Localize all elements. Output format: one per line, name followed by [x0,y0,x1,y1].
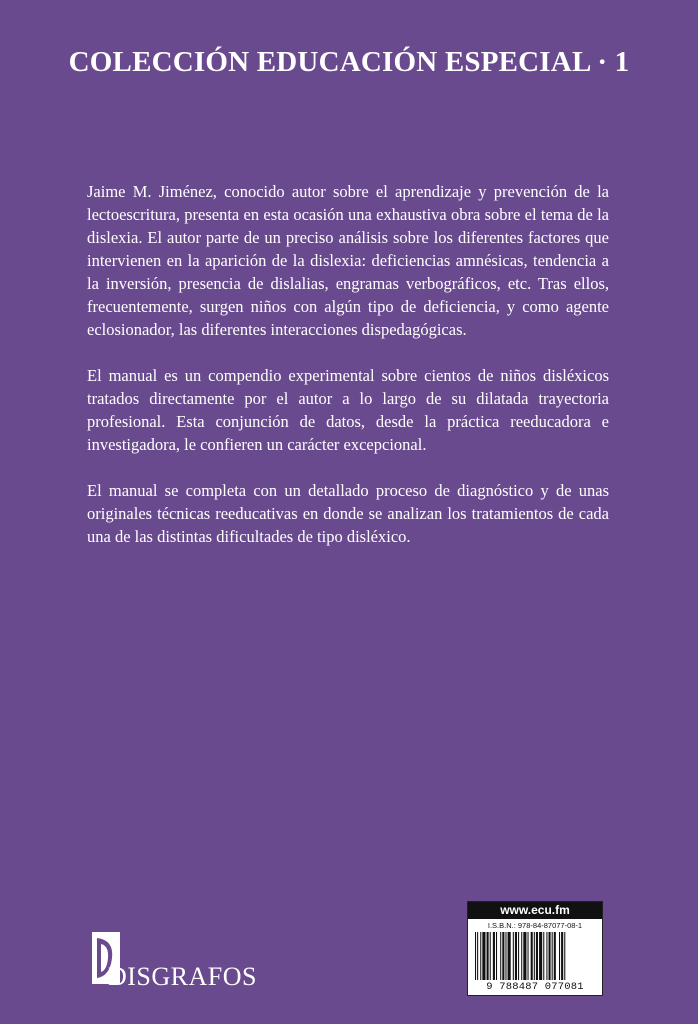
isbn-label: I.S.B.N.: 978-84-87077-08-1 [487,921,583,930]
blurb-paragraph-1: Jaime M. Jiménez, conocido autor sobre el aprendizaje y prevención de la lectoescritura, presenta en esta ocasión una exhaustiva obra sobre el tema de la dislexia. El autor parte de un preciso análisis sobre los diferentes factores que intervienen en la aparición de la dislexia: deficiencias amnésicas, tendencia a la inversión, presencia de dislalias, engramas verbográficos, etc. Tras ellos, frecuentemente, surgen niños con algún tipo de deficiencia, y como agente eclosionador, las diferentes interacciones dispedagógicas. [87,182,609,339]
website-url: www.ecu.fm [468,902,602,919]
publisher-name: DISGRAFOS [108,962,257,991]
blurb-paragraph-2: El manual es un compendio experimental sobre cientos de niños disléxicos tratados directamente por el autor a lo largo de su dilatada trayectoria profesional. Esta conjunción de datos, desde la práctica reeducadora e investigadora, le confieren un carácter excepcional. [87,366,609,454]
blurb [87,180,609,571]
publisher-logo [92,932,322,992]
barcode-digits: 9 788487 077081 [486,981,584,993]
barcode-panel [467,901,603,996]
series-title: COLECCIÓN EDUCACIÓN ESPECIAL · 1 [68,46,630,78]
blurb-paragraph-3: El manual se completa con un detallado proceso de diagnóstico y de unas originales técnicas reeducativas en donde se analizan los tratamientos de cada una de las distintas dificultades de tipo disléxico. [87,481,609,546]
barcode-icon [474,932,598,980]
